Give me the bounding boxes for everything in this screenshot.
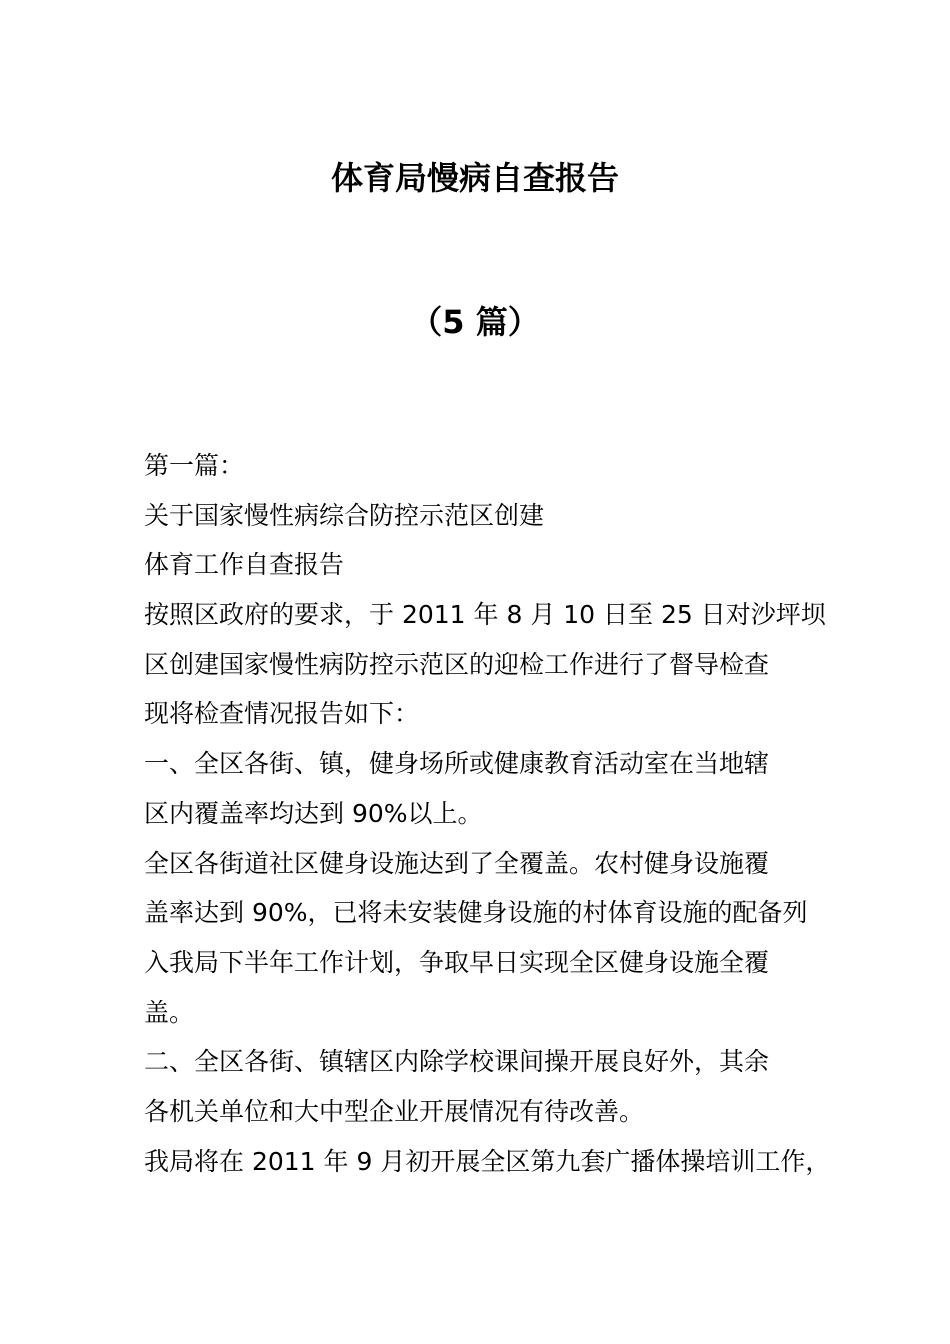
text-line: 我局将在 2011 年 9 月初开展全区第九套广播体操培训工作， xyxy=(144,1146,831,1176)
text-line: 关于国家慢性病综合防控示范区创建 xyxy=(144,500,545,530)
document-subtitle: （5 篇） xyxy=(410,303,540,341)
text-line: 区内覆盖率均达到 90%以上。 xyxy=(144,798,483,828)
text-line: 全区各街道社区健身设施达到了全覆盖。农村健身设施覆 xyxy=(144,848,770,878)
text-line: 各机关单位和大中型企业开展情况有待改善。 xyxy=(144,1096,645,1126)
text-line: 第一篇： xyxy=(144,451,245,480)
text-line: 盖。 xyxy=(144,997,195,1027)
text-line: 体育工作自查报告 xyxy=(144,550,345,580)
text-line: 二、全区各街、镇辖区内除学校课间操开展良好外，其余 xyxy=(144,1047,770,1077)
text-line: 按照区政府的要求，于 2011 年 8 月 10 日至 25 日对沙坪坝 xyxy=(144,600,826,630)
document-body xyxy=(144,441,834,1186)
text-line: 盖率达到 90%，已将未安装健身设施的村体育设施的配备列 xyxy=(144,898,808,928)
text-line: 入我局下半年工作计划，争取早日实现全区健身设施全覆 xyxy=(144,947,770,977)
text-line: 现将检查情况报告如下： xyxy=(144,699,420,729)
text-line: 区创建国家慢性病防控示范区的迎检工作进行了督导检查 xyxy=(144,649,770,679)
document-title: 体育局慢病自查报告 xyxy=(330,159,619,197)
text-line: 一、全区各街、镇，健身场所或健康教育活动室在当地辖 xyxy=(144,749,770,779)
